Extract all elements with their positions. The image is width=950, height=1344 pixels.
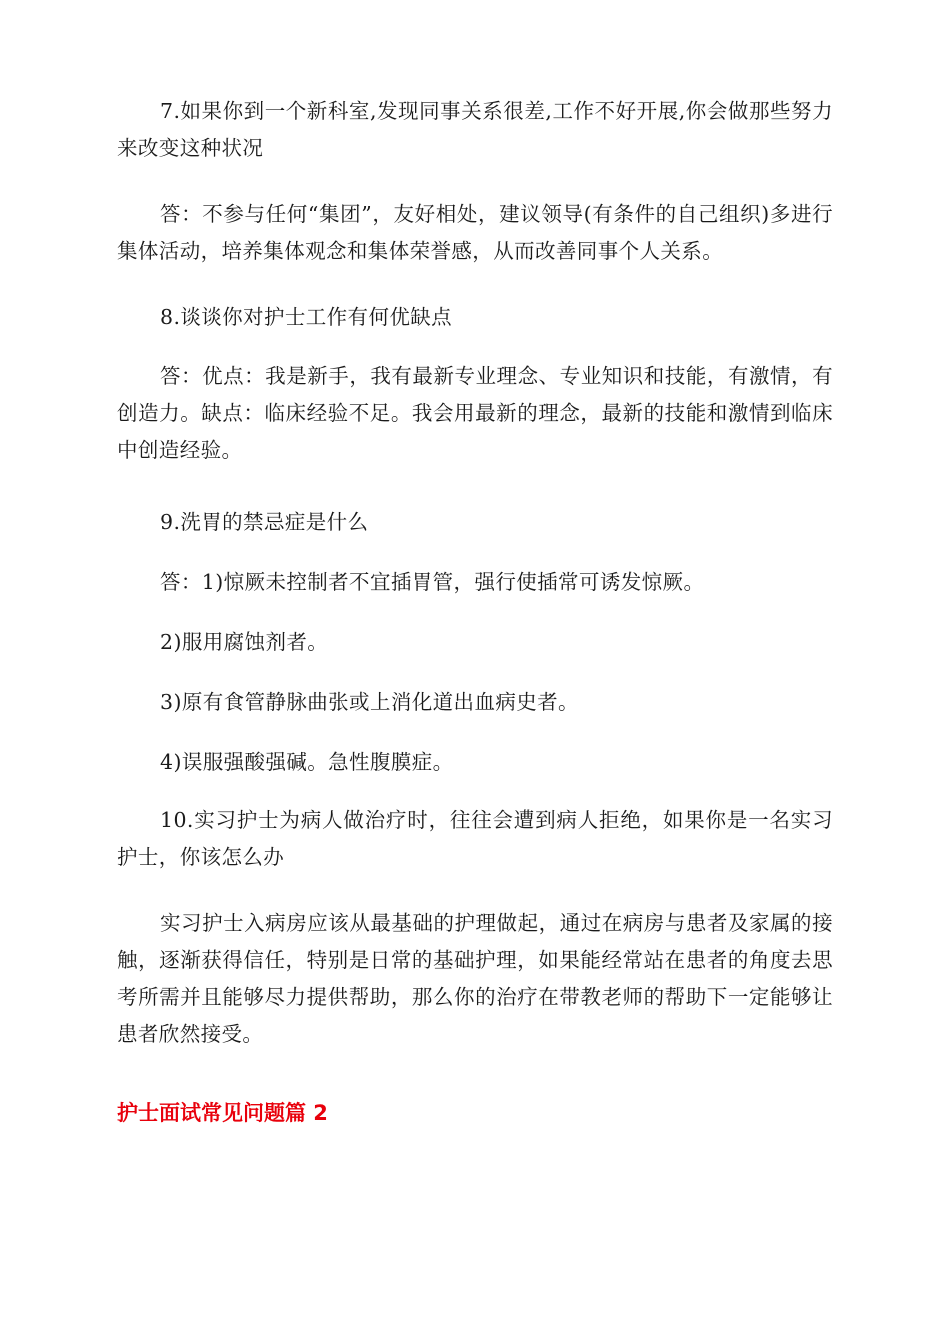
answer-10: 实习护士入病房应该从最基础的护理做起，通过在病房与患者及家属的接触，逐渐获得信任，特别是日常的基础护理，如果能经常站在患者的角度去思考所需并且能够尽力提供帮助，那么你的治疗在带教老师的帮助下一定能够让患者欣然接受。 [117,911,833,1046]
question-10: 10.实习护士为病人做治疗时，往往会遭到病人拒绝，如果你是一名实习护士，你该怎么办 [117,808,833,869]
question-7: 7.如果你到一个新科室,发现同事关系很差,工作不好开展,你会做那些努力来改变这种状况 [117,99,833,160]
answer-9-item-2: 2)服用腐蚀剂者。 [160,630,329,654]
answer-9-item-4: 4)误服强酸强碱。急性腹膜症。 [160,750,454,774]
section-heading: 护士面试常见问题篇 2 [117,1101,328,1125]
question-9: 9.洗胃的禁忌症是什么 [160,510,369,534]
answer-7: 答：不参与任何“集团”，友好相处，建议领导(有条件的自己组织)多进行集体活动，培养集体观念和集体荣誉感，从而改善同事个人关系。 [117,202,833,263]
question-8: 8.谈谈你对护士工作有何优缺点 [160,305,453,329]
answer-9-item-1: 答：1)惊厥未控制者不宜插胃管，强行使插常可诱发惊厥。 [160,570,705,594]
answer-8: 答：优点：我是新手，我有最新专业理念、专业知识和技能，有激情，有创造力。缺点：临床经验不足。我会用最新的理念，最新的技能和激情到临床中创造经验。 [117,364,833,462]
answer-9-item-3: 3)原有食管静脉曲张或上消化道出血病史者。 [160,690,579,714]
